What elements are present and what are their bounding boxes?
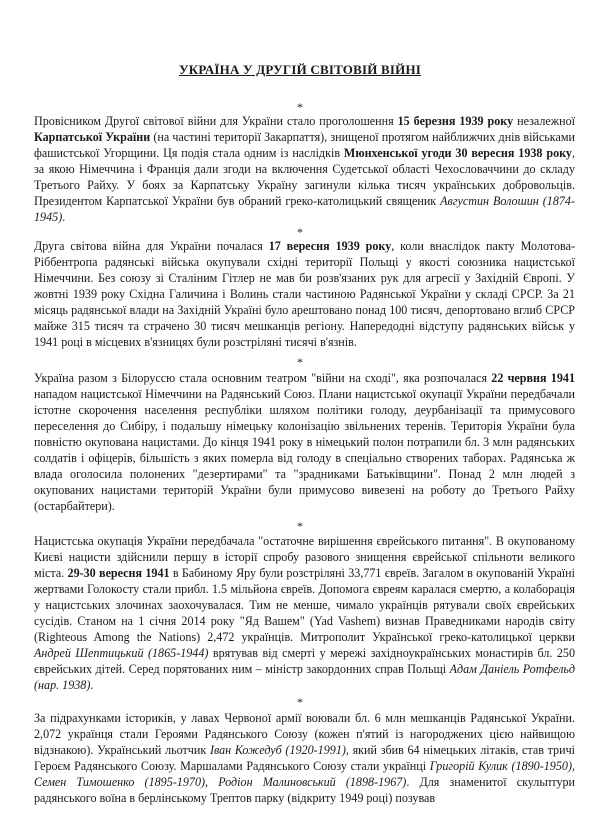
paragraph-red-army: За підрахунками істориків, у лавах Червоної армії воювали бл. 6 млн мешканців Радянської України. 2,072 українця стали Героями Радянського Союзу (кожен п'ятий із нагороджених цією найвищою відзнакою). Український льотчик Іван Кожедуб (1920-1991), який збив 64 німецьких літаків, став тричі Героєм Радянського Союзу. Маршалами Радянського Союзу стали українці Григорій Кулик (1890-1950), Семен Тимошенко (1895-1970), Родіон Малиновський (1898-1967). Для знаменитої скульптури радянського воїна в берлінському Трептов парку (відкриту 1949 році) позував <box>34 711 576 805</box>
paragraph-war-beginning: Друга світова війна для України почалася 17 вересня 1939 року, коли внаслідок пакту Молотова-Ріббентропа радянські війська окупували східні території Польщі у якості союзника нацистської Німеччини. Без союзу зі Сталіним Гітлер не мав би розв'язаних рук для агресії у Західній Європі. У жовтні 1939 року Східна Галичина і Волинь стали частиною Радянської України у складі СРСР. За 21 місяць радянської влади на Західній Україні було арештовано понад 100 тисяч, депортовано вглиб СРСР майже 315 тисяч та страчено 30 тисяч мешканців регіону. Напередодні відступу радянських військ у 1941 році в місцевих в'язницях були розстріляні тисячі в'язнів. <box>34 239 575 349</box>
section-separator: * <box>297 695 303 709</box>
page-title: УКРАЇНА У ДРУГІЙ СВІТОВІЙ ВІЙНІ <box>178 62 422 77</box>
paragraph-holocaust: Нацистська окупація України передбачала "остаточне вирішення єврейського питання". В окупованому Києві нацисти здійснили першу в історії спробу разового знищення єврейської спільноти великого міста. 29-30 вересня 1941 в Бабиному Яру були розстріляні 33,771 євреїв. Загалом в окупованій Україні жертвами Голокосту стали прибл. 1.5 мільйона євреїв. Допомога євреям каралася смертю, а колаборація у нацистських злочинах заохочувалася. Тим не менше, чимало українців рятували своїх єврейських сусідів. Станом на 1 січня 2014 року "Яд Вашем" (Yad Vashem) визнав Праведниками народів світу (Righteous Among the Nations) 2,472 українців. Митрополит Української греко-католицької церкви Андрей Шептицький (1865-1944) врятував від смерті у мережі західноукраїнських монастирів бл. 250 єврейських дітей. Серед порятованих ним – міністр закордонних справ Польщі Адам Даніель Ротфельд (нар. 1938). <box>34 534 576 692</box>
section-separator: * <box>297 100 303 114</box>
section-separator: * <box>297 355 303 369</box>
section-separator: * <box>297 225 303 239</box>
paragraph-carpathian-ukraine: Провісником Другої світової війни для України стало проголошення 15 березня 1939 року незалежної Карпатської України (на частині території Закарпаття), знищеної протягом найближчих днів військами фашистської Угорщини. Ця подія стала одним із наслідків Мюнхенської угоди 30 вересня 1938 року, за якою Німеччина і Франція дали згоди на включення Судетської області Чехословаччини до складу Третього Райху. У боях за Карпатську Україну загинули кілька тисяч українських добровольців. Президентом Карпатської України був обраний греко-католицький священик Августин Волошин (1874-1945). <box>34 114 575 224</box>
paragraph-eastern-front: Україна разом з Білоруссю стала основним театром "війни на сході", яка розпочалася 22 червня 1941 нападом нацистської Німеччини на Радянський Союз. Плани нацистської окупації України передбачали істотне скорочення населення республіки шляхом політики голоду, деурбанізації та примусового переселення до Сибіру, і подальшу німецьку колонізацію звільнених теренів. Територія України була повністю окупована нацистами. До кінця 1941 року в німецький полон потрапили бл. 3 млн радянських солдатів і офіцерів, більшість з яких померла від голоду в спеціально створених таборах. Радянська ж влада оголосила полонених "дезертирами" та "зрадниками Батьківщини". Понад 2 млн людей з окупованих нацистами територій України були примусово вивезені на роботу до Третього Райху (остарбайтери). <box>34 371 575 513</box>
section-separator: * <box>297 519 303 533</box>
